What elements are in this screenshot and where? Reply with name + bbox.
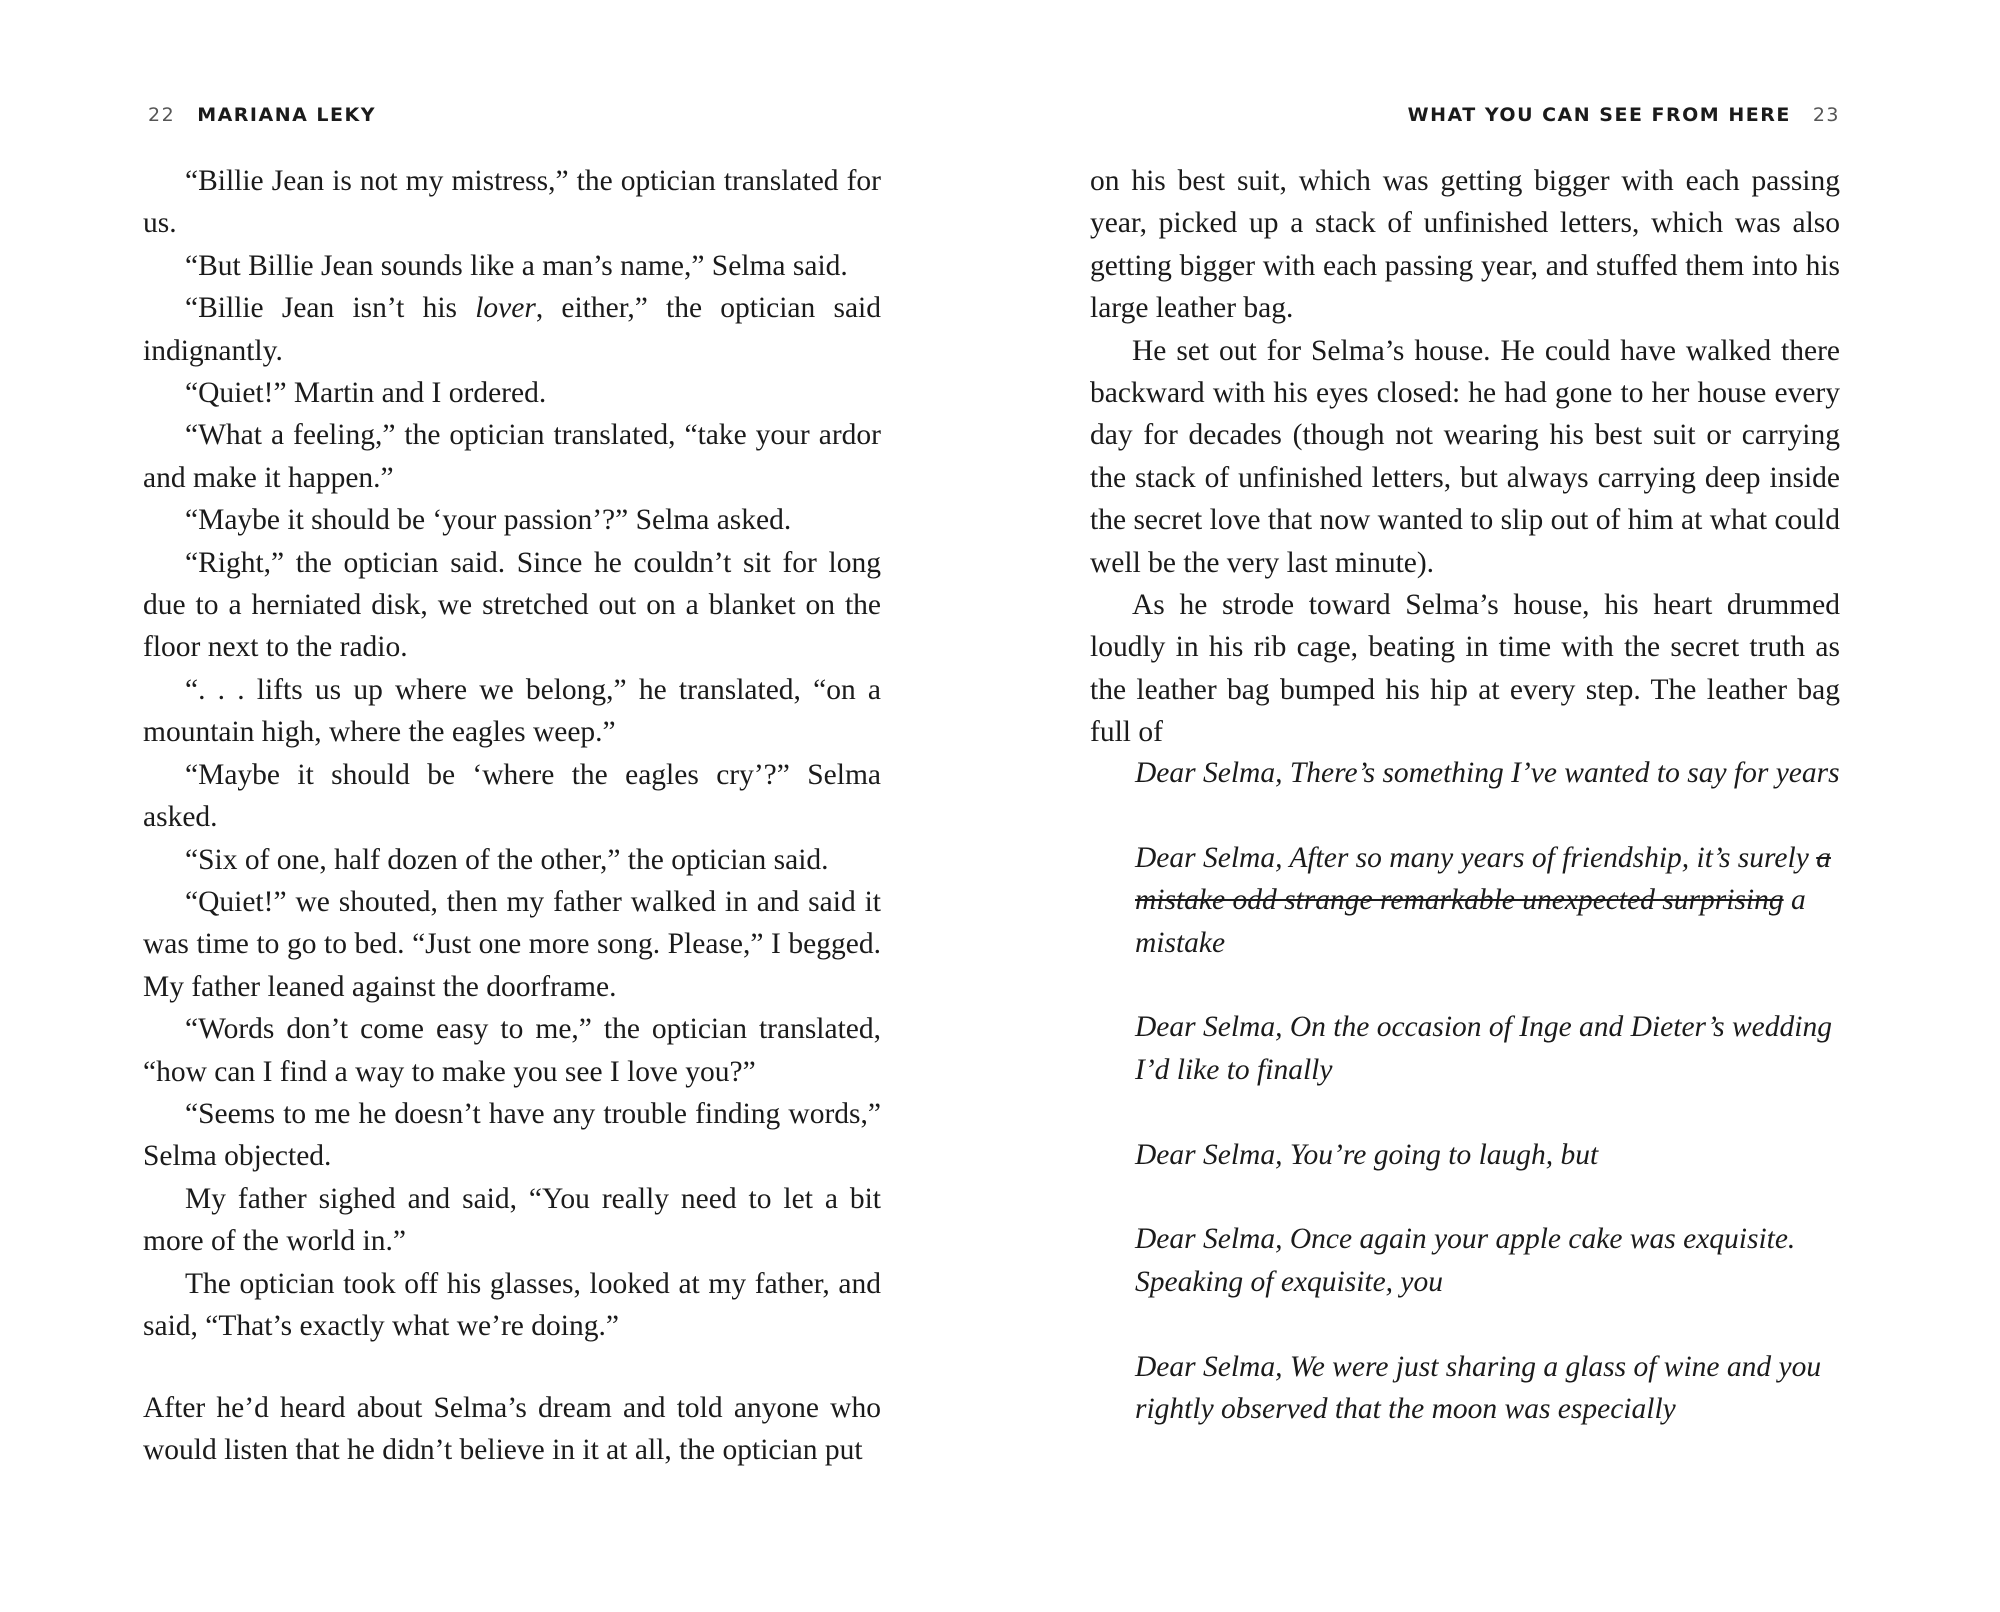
right-body-text xyxy=(1090,160,1840,754)
section-break-text xyxy=(143,1387,881,1472)
book-title: WHAT YOU CAN SEE FROM HERE xyxy=(1407,104,1791,126)
letter-opening: Dear Selma, There’s something I’ve wanted to say for years xyxy=(1135,757,1840,789)
left-page-number: 22 xyxy=(148,104,176,126)
paragraph: As he strode toward Selma’s house, his heart drummed loudly in his rib cage, beating in time with the secret truth as the leather bag bumped his hip at every step. The leather bag full of xyxy=(1090,589,1840,749)
text-run: Dear Selma, After so many years of friendship, it’s surely xyxy=(1135,841,1817,874)
text-run: a mistake xyxy=(1135,884,1806,959)
paragraph: “Quiet!” we shouted, then my father walked in and said it was time to go to bed. “Just one more song. Please,” I begged. My father leaned against the doorframe. xyxy=(143,885,881,1003)
left-body-text xyxy=(143,160,881,1347)
right-page xyxy=(1000,0,2000,1612)
text-run: “Billie Jean isn’t his xyxy=(185,292,476,325)
letter-opening: Dear Selma, You’re going to laugh, but xyxy=(1135,1138,1599,1171)
paragraph: “What a feeling,” the optician translated, “take your ardor and make it happen.” xyxy=(143,419,881,494)
paragraph: “Right,” the optician said. Since he couldn’t sit for long due to a herniated disk, we stretched out on a blanket on the floor next to the radio. xyxy=(143,546,881,664)
paragraph xyxy=(143,287,881,372)
text-run: , either,” the optician said indignantly. xyxy=(143,292,881,367)
author-name: MARIANA LEKY xyxy=(197,104,376,126)
paragraph: on his best suit, which was getting bigger with each passing year, picked up a stack of unfinished letters, which was also getting bigger with each passing year, and stuffed them into his large leather bag. xyxy=(1090,165,1840,325)
paragraph: My father sighed and said, “You really need to let a bit more of the world in.” xyxy=(143,1182,881,1258)
letter-opening: Dear Selma, We were just sharing a glass of wine and you rightly observed that the moon was especially xyxy=(1135,1350,1822,1426)
paragraph: “Maybe it should be ‘your passion’?” Selma asked. xyxy=(185,504,792,537)
paragraph: “. . . lifts us up where we belong,” he translated, “on a mountain high, where the eagles weep.” xyxy=(143,673,881,749)
left-running-head xyxy=(148,103,376,127)
paragraph: “Words don’t come easy to me,” the optician translated, “how can I find a way to make you see I love you?” xyxy=(143,1013,881,1088)
struck-through-words: a mistake odd strange remarkable unexpected surprising xyxy=(1135,841,1831,917)
paragraph: “Quiet!” Martin and I ordered. xyxy=(185,377,547,410)
letter-opening: Dear Selma, Once again your apple cake was exquisite. Speaking of exquisite, you xyxy=(1135,1223,1796,1298)
letter-opening xyxy=(1135,837,1855,964)
right-page-number: 23 xyxy=(1812,104,1840,126)
letter-opening: Dear Selma, On the occasion of Inge and Dieter’s wedding I’d like to finally xyxy=(1135,1011,1832,1086)
right-running-head xyxy=(1408,103,1840,127)
paragraph: “Billie Jean is not my mistress,” the optician translated for us. xyxy=(143,165,881,240)
paragraph: He set out for Selma’s house. He could have walked there backward with his eyes closed: he had gone to her house every day for decades (though not wearing his best suit or carrying the stack of unfinished letters, but always carrying deep inside the secret love that now wanted to slip out of him at what could well be the very last minute). xyxy=(1090,334,1840,579)
paragraph: After he’d heard about Selma’s dream and told anyone who would listen that he didn’t believe in it at all, the optician put xyxy=(143,1392,881,1467)
italic-word: lover xyxy=(475,292,536,325)
paragraph: “But Billie Jean sounds like a man’s name,” Selma said. xyxy=(185,249,848,282)
paragraph: “Maybe it should be ‘where the eagles cry’?” Selma asked. xyxy=(143,758,881,834)
unfinished-letters xyxy=(1135,752,1855,1473)
paragraph: The optician took off his glasses, looked at my father, and said, “That’s exactly what we’re doing.” xyxy=(143,1267,881,1342)
paragraph: “Six of one, half dozen of the other,” the optician said. xyxy=(185,843,829,876)
paragraph: “Seems to me he doesn’t have any trouble finding words,” Selma objected. xyxy=(143,1097,881,1173)
